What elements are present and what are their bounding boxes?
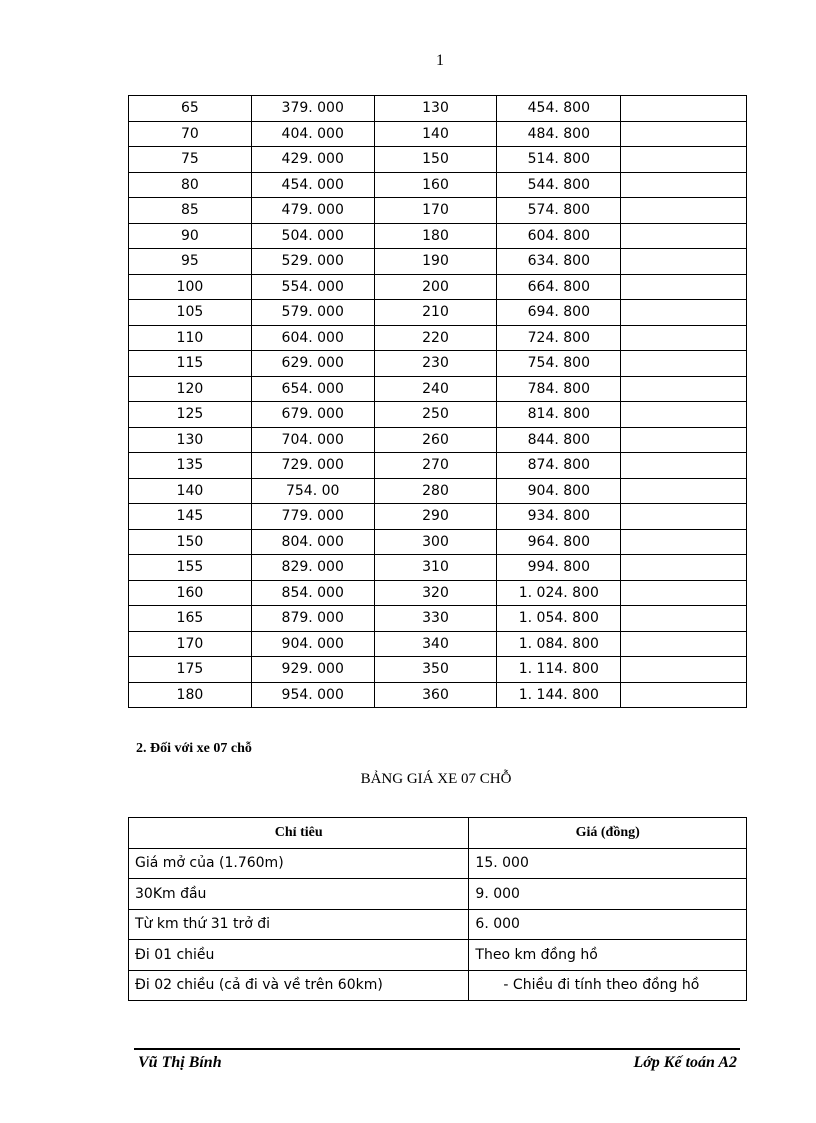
table-cell: 160 bbox=[129, 580, 252, 606]
table-cell: 804. 000 bbox=[251, 529, 374, 555]
criteria-cell: 30Km đầu bbox=[129, 879, 469, 910]
table-cell: 379. 000 bbox=[251, 96, 374, 122]
footer-rule bbox=[134, 1048, 740, 1050]
table-row bbox=[129, 478, 747, 504]
table-cell: 85 bbox=[129, 198, 252, 224]
table-row bbox=[129, 940, 747, 971]
table-cell: 854. 000 bbox=[251, 580, 374, 606]
rate-table-body bbox=[129, 96, 747, 708]
table-row bbox=[129, 580, 747, 606]
table-cell: 724. 800 bbox=[497, 325, 621, 351]
table-cell bbox=[621, 198, 747, 224]
table-cell: 210 bbox=[374, 300, 497, 326]
table-cell: 874. 800 bbox=[497, 453, 621, 479]
price-table-body bbox=[129, 848, 747, 1001]
table-cell: 904. 000 bbox=[251, 631, 374, 657]
table-cell: 110 bbox=[129, 325, 252, 351]
table-cell: 100 bbox=[129, 274, 252, 300]
table-cell: 140 bbox=[129, 478, 252, 504]
table-cell: 80 bbox=[129, 172, 252, 198]
table-row bbox=[129, 147, 747, 173]
table-row bbox=[129, 198, 747, 224]
table-cell bbox=[621, 555, 747, 581]
table-cell: 340 bbox=[374, 631, 497, 657]
table-row bbox=[129, 351, 747, 377]
table-cell: 260 bbox=[374, 427, 497, 453]
table-cell: 479. 000 bbox=[251, 198, 374, 224]
table-cell: 484. 800 bbox=[497, 121, 621, 147]
table-cell: 454. 800 bbox=[497, 96, 621, 122]
table-cell: 779. 000 bbox=[251, 504, 374, 530]
table-row bbox=[129, 631, 747, 657]
table-cell: 230 bbox=[374, 351, 497, 377]
table-cell: 704. 000 bbox=[251, 427, 374, 453]
table-row bbox=[129, 249, 747, 275]
table-cell: 310 bbox=[374, 555, 497, 581]
table-cell bbox=[621, 351, 747, 377]
table-cell: 75 bbox=[129, 147, 252, 173]
table-cell: 429. 000 bbox=[251, 147, 374, 173]
table-cell: 964. 800 bbox=[497, 529, 621, 555]
table-cell bbox=[621, 580, 747, 606]
table-cell bbox=[621, 529, 747, 555]
table-cell: 544. 800 bbox=[497, 172, 621, 198]
table-cell bbox=[621, 376, 747, 402]
table-cell bbox=[621, 504, 747, 530]
table-cell bbox=[621, 606, 747, 632]
table-cell bbox=[621, 631, 747, 657]
table-cell bbox=[621, 96, 747, 122]
price-cell: Theo km đồng hồ bbox=[469, 940, 747, 971]
table-row bbox=[129, 223, 747, 249]
table-cell bbox=[621, 147, 747, 173]
table-cell: 350 bbox=[374, 657, 497, 683]
table-cell: 634. 800 bbox=[497, 249, 621, 275]
table-row bbox=[129, 300, 747, 326]
table-cell bbox=[621, 249, 747, 275]
criteria-cell: Giá mở của (1.760m) bbox=[129, 848, 469, 879]
table-cell: 879. 000 bbox=[251, 606, 374, 632]
table-cell: 454. 000 bbox=[251, 172, 374, 198]
table-cell: 120 bbox=[129, 376, 252, 402]
table-cell: 240 bbox=[374, 376, 497, 402]
table-cell: 844. 800 bbox=[497, 427, 621, 453]
table-cell: 829. 000 bbox=[251, 555, 374, 581]
table-title: BẢNG GIÁ XE 07 CHỖ bbox=[360, 771, 512, 787]
page-number: 1 bbox=[436, 52, 444, 69]
criteria-cell: Từ km thứ 31 trở đi bbox=[129, 909, 469, 940]
price-cell: 15. 000 bbox=[469, 848, 747, 879]
table-cell: 180 bbox=[374, 223, 497, 249]
table-cell bbox=[621, 121, 747, 147]
table-cell bbox=[621, 427, 747, 453]
table-cell: 929. 000 bbox=[251, 657, 374, 683]
table-cell bbox=[621, 453, 747, 479]
table-row bbox=[129, 606, 747, 632]
table-cell: 180 bbox=[129, 682, 252, 708]
table-cell: 754. 00 bbox=[251, 478, 374, 504]
table-cell: 140 bbox=[374, 121, 497, 147]
table-cell: 190 bbox=[374, 249, 497, 275]
table-row bbox=[129, 682, 747, 708]
table-cell: 250 bbox=[374, 402, 497, 428]
table-cell: 320 bbox=[374, 580, 497, 606]
table-cell: 165 bbox=[129, 606, 252, 632]
table-row bbox=[129, 555, 747, 581]
table-cell: 125 bbox=[129, 402, 252, 428]
table-cell: 574. 800 bbox=[497, 198, 621, 224]
table-cell: 270 bbox=[374, 453, 497, 479]
table-cell: 150 bbox=[374, 147, 497, 173]
table-cell: 604. 800 bbox=[497, 223, 621, 249]
table-cell: 514. 800 bbox=[497, 147, 621, 173]
table-cell bbox=[621, 274, 747, 300]
table-cell: 814. 800 bbox=[497, 402, 621, 428]
table-cell: 629. 000 bbox=[251, 351, 374, 377]
table-row bbox=[129, 427, 747, 453]
criteria-cell: Đi 01 chiều bbox=[129, 940, 469, 971]
table-row bbox=[129, 172, 747, 198]
table-cell bbox=[621, 402, 747, 428]
table-row bbox=[129, 970, 747, 1001]
rate-table bbox=[128, 95, 747, 708]
table-row bbox=[129, 376, 747, 402]
table-cell: 1. 144. 800 bbox=[497, 682, 621, 708]
table-cell: 604. 000 bbox=[251, 325, 374, 351]
table-cell: 904. 800 bbox=[497, 478, 621, 504]
table-row bbox=[129, 879, 747, 910]
table-row bbox=[129, 325, 747, 351]
table-cell: 70 bbox=[129, 121, 252, 147]
table-row bbox=[129, 848, 747, 879]
table-cell: 150 bbox=[129, 529, 252, 555]
table-cell bbox=[621, 300, 747, 326]
table-cell: 220 bbox=[374, 325, 497, 351]
table-cell: 95 bbox=[129, 249, 252, 275]
table-cell: 360 bbox=[374, 682, 497, 708]
table-cell bbox=[621, 657, 747, 683]
table-cell: 994. 800 bbox=[497, 555, 621, 581]
header-price: Giá (đồng) bbox=[469, 818, 747, 849]
price-table bbox=[128, 817, 747, 1001]
table-cell: 290 bbox=[374, 504, 497, 530]
table-cell: 554. 000 bbox=[251, 274, 374, 300]
criteria-cell: Đi 02 chiều (cả đi và về trên 60km) bbox=[129, 970, 469, 1001]
table-cell bbox=[621, 325, 747, 351]
table-cell: 954. 000 bbox=[251, 682, 374, 708]
footer-author: Vũ Thị Bính bbox=[138, 1054, 222, 1071]
table-row bbox=[129, 402, 747, 428]
table-cell: 280 bbox=[374, 478, 497, 504]
table-cell: 694. 800 bbox=[497, 300, 621, 326]
table-row bbox=[129, 96, 747, 122]
price-table-header-row bbox=[129, 818, 747, 849]
table-row bbox=[129, 657, 747, 683]
table-cell bbox=[621, 172, 747, 198]
table-cell bbox=[621, 223, 747, 249]
table-cell: 145 bbox=[129, 504, 252, 530]
table-cell bbox=[621, 478, 747, 504]
table-cell: 160 bbox=[374, 172, 497, 198]
table-cell: 300 bbox=[374, 529, 497, 555]
table-cell bbox=[621, 682, 747, 708]
table-cell: 529. 000 bbox=[251, 249, 374, 275]
table-row bbox=[129, 274, 747, 300]
table-row bbox=[129, 453, 747, 479]
header-criteria: Chỉ tiêu bbox=[129, 818, 469, 849]
section-heading: 2. Đối với xe 07 chỗ bbox=[136, 741, 252, 756]
footer-class: Lớp Kế toán A2 bbox=[633, 1054, 737, 1071]
table-cell: 784. 800 bbox=[497, 376, 621, 402]
table-cell: 200 bbox=[374, 274, 497, 300]
table-cell: 579. 000 bbox=[251, 300, 374, 326]
table-cell: 679. 000 bbox=[251, 402, 374, 428]
table-cell: 130 bbox=[374, 96, 497, 122]
table-cell: 135 bbox=[129, 453, 252, 479]
table-row bbox=[129, 529, 747, 555]
table-row bbox=[129, 909, 747, 940]
table-cell: 1. 024. 800 bbox=[497, 580, 621, 606]
table-cell: 1. 114. 800 bbox=[497, 657, 621, 683]
table-cell: 754. 800 bbox=[497, 351, 621, 377]
table-cell: 65 bbox=[129, 96, 252, 122]
table-cell: 105 bbox=[129, 300, 252, 326]
table-cell: 330 bbox=[374, 606, 497, 632]
table-row bbox=[129, 504, 747, 530]
table-cell: 115 bbox=[129, 351, 252, 377]
table-cell: 934. 800 bbox=[497, 504, 621, 530]
table-cell: 170 bbox=[374, 198, 497, 224]
table-cell: 729. 000 bbox=[251, 453, 374, 479]
table-cell: 404. 000 bbox=[251, 121, 374, 147]
table-row bbox=[129, 121, 747, 147]
table-cell: 130 bbox=[129, 427, 252, 453]
table-cell: 175 bbox=[129, 657, 252, 683]
table-cell: 1. 054. 800 bbox=[497, 606, 621, 632]
price-cell: 9. 000 bbox=[469, 879, 747, 910]
table-cell: 90 bbox=[129, 223, 252, 249]
table-cell: 1. 084. 800 bbox=[497, 631, 621, 657]
table-cell: 504. 000 bbox=[251, 223, 374, 249]
table-cell: 170 bbox=[129, 631, 252, 657]
table-cell: 155 bbox=[129, 555, 252, 581]
table-cell: 654. 000 bbox=[251, 376, 374, 402]
price-cell: - Chiều đi tính theo đồng hồ bbox=[469, 970, 747, 1001]
price-cell: 6. 000 bbox=[469, 909, 747, 940]
table-cell: 664. 800 bbox=[497, 274, 621, 300]
